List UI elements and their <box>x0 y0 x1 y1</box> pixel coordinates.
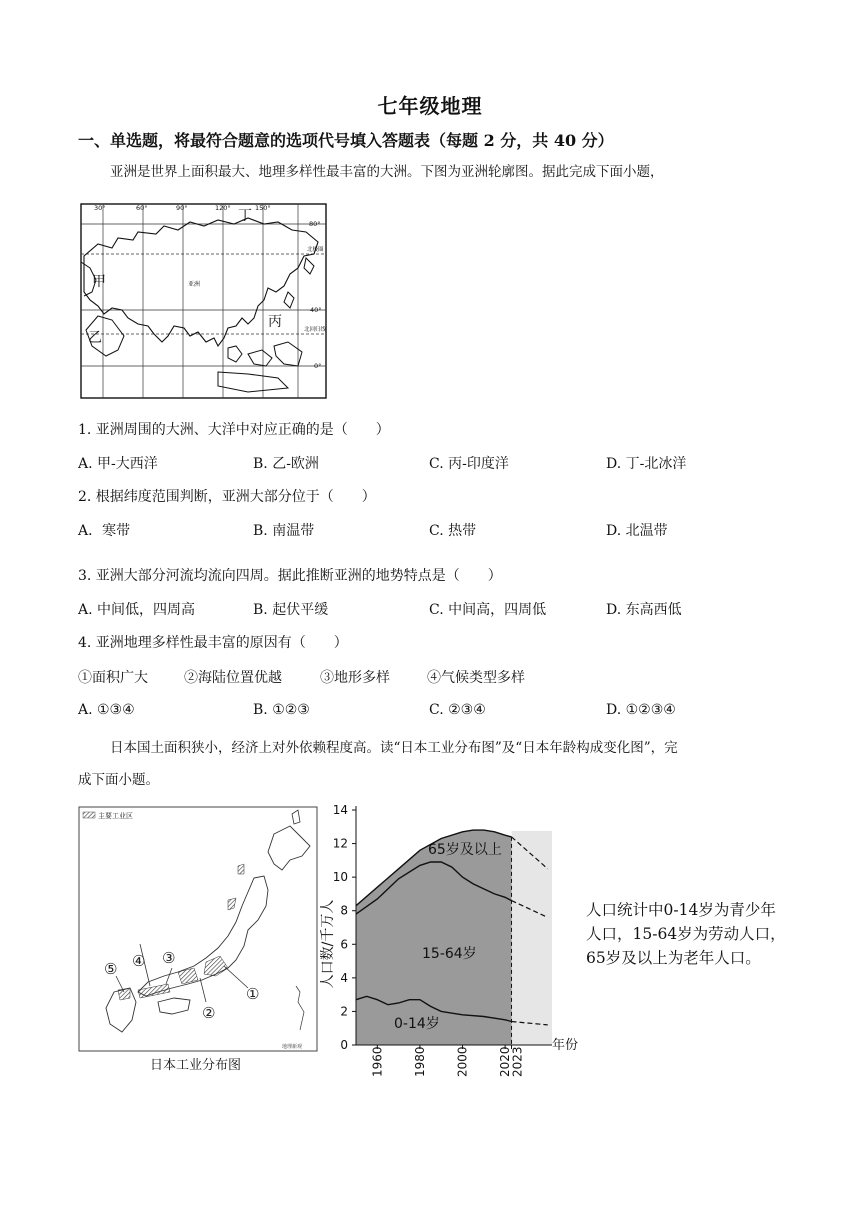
svg-text:90°: 90° <box>176 204 188 212</box>
asia-outline-map <box>78 196 334 402</box>
statement-2: ②海陆位置优越 <box>184 670 282 686</box>
y-tick-label: 4 <box>340 970 348 985</box>
population-age-chart <box>314 796 600 1096</box>
svg-text:60°: 60° <box>136 204 148 212</box>
option-d[interactable]: D. 北温带 <box>606 523 668 539</box>
option-d[interactable]: D. 东高西低 <box>606 602 682 618</box>
projection-band <box>512 831 552 1045</box>
marker-5: ⑤ <box>104 960 118 978</box>
x-tick-label: 1980 <box>412 1046 427 1077</box>
option-a[interactable]: A. 甲-大西洋 <box>78 456 158 472</box>
japan-intro-line2: 成下面小题。 <box>78 772 159 788</box>
y-tick-label: 2 <box>340 1004 348 1019</box>
svg-text:30°: 30° <box>94 204 106 212</box>
y-tick-label: 12 <box>332 836 348 851</box>
x-tick-label: 2020 <box>498 1046 513 1077</box>
x-tick-label: 2000 <box>455 1046 470 1077</box>
y-tick-label: 14 <box>332 803 348 817</box>
option-c[interactable]: C. ②③④ <box>429 702 486 718</box>
label-yi: 乙 <box>88 330 102 346</box>
label-bing: 丙 <box>268 314 282 330</box>
y-tick-label: 10 <box>332 870 348 885</box>
statement-1: ①面积广大 <box>78 670 148 686</box>
chart-note: 人口统计中0-14岁为青少年人口，15-64岁为劳动人口，65岁及以上为老年人口。 <box>586 901 786 967</box>
label-asia: 亚洲 <box>188 281 201 288</box>
series-label-0-14: 0-14岁 <box>394 1016 440 1032</box>
x-tick-label: 1960 <box>370 1046 385 1077</box>
statement-4: ④气候类型多样 <box>427 670 525 686</box>
option-c[interactable]: C. 中间高，四周低 <box>429 602 547 618</box>
x-axis-label: 年份 <box>552 1038 579 1053</box>
option-b[interactable]: B. 起伏平缓 <box>253 602 329 618</box>
statement-3: ③地形多样 <box>320 670 390 686</box>
option-b[interactable]: B. 南温带 <box>253 523 315 539</box>
option-a[interactable]: A．寒带 <box>78 523 131 539</box>
label-ding: 丁 <box>238 208 252 224</box>
question-1: 1. 亚洲周围的大洲、大洋中对应正确的是（ ） <box>78 422 390 438</box>
svg-text:80°: 80° <box>309 220 321 228</box>
question-4: 4. 亚洲地理多样性最丰富的原因有（ ） <box>78 635 348 651</box>
marker-1: ① <box>246 985 260 1003</box>
option-d[interactable]: D. 丁-北冰洋 <box>606 456 687 472</box>
question-3: 3. 亚洲大部分河流均流向四周。据此推断亚洲的地势特点是（ ） <box>78 568 502 584</box>
option-a[interactable]: A. 中间低，四周高 <box>78 602 196 618</box>
option-c[interactable]: C. 热带 <box>429 523 477 539</box>
japan-map-caption: 日本工业分布图 <box>150 1058 242 1073</box>
asia-intro: 亚洲是世界上面积最大、地理多样性最丰富的大洲。下图为亚洲轮廓图。据此完成下面小题， <box>110 164 664 180</box>
svg-text:120°: 120° <box>215 204 231 212</box>
y-tick-label: 0 <box>340 1038 348 1052</box>
option-b[interactable]: B. ①②③ <box>253 702 310 718</box>
legend-label: 主要工业区 <box>98 812 133 820</box>
option-d[interactable]: D. ①②③④ <box>606 702 676 718</box>
label-jia: 甲 <box>92 274 106 290</box>
option-b[interactable]: B. 乙-欧洲 <box>253 456 319 472</box>
corner-note: 地理新观 <box>282 1044 303 1050</box>
marker-4: ④ <box>132 952 146 970</box>
marker-3: ③ <box>162 949 176 967</box>
svg-text:150°: 150° <box>255 204 271 212</box>
series-label-65-plus: 65岁及以上 <box>428 842 502 858</box>
option-a[interactable]: A. ①③④ <box>78 702 135 718</box>
marker-2: ② <box>202 1004 216 1022</box>
section-heading: 一、单选题，将最符合题意的选项代号填入答题表（每题 2 分，共 40 分） <box>78 131 614 150</box>
y-tick-label: 6 <box>340 937 348 952</box>
svg-text:北回归线: 北回归线 <box>304 327 327 333</box>
svg-text:40°: 40° <box>310 306 322 314</box>
y-tick-label: 8 <box>340 903 348 918</box>
option-c[interactable]: C. 丙-印度洋 <box>429 456 509 472</box>
svg-text:北极圈: 北极圈 <box>307 247 324 253</box>
japan-industry-map <box>78 806 318 1052</box>
japan-intro-line1: 日本国土面积狭小，经济上对外依赖程度高。读“日本工业分布图”及“日本年龄构成变化图”，完 <box>110 740 678 756</box>
page-title: 七年级地理 <box>377 94 483 118</box>
question-2: 2. 根据纬度范围判断，亚洲大部分位于（ ） <box>78 489 376 505</box>
y-axis-label: 人口数/千万人 <box>320 899 336 989</box>
svg-text:0°: 0° <box>314 362 322 370</box>
series-label-15-64: 15-64岁 <box>422 946 477 962</box>
x-tick-label: 2023 <box>510 1046 525 1077</box>
